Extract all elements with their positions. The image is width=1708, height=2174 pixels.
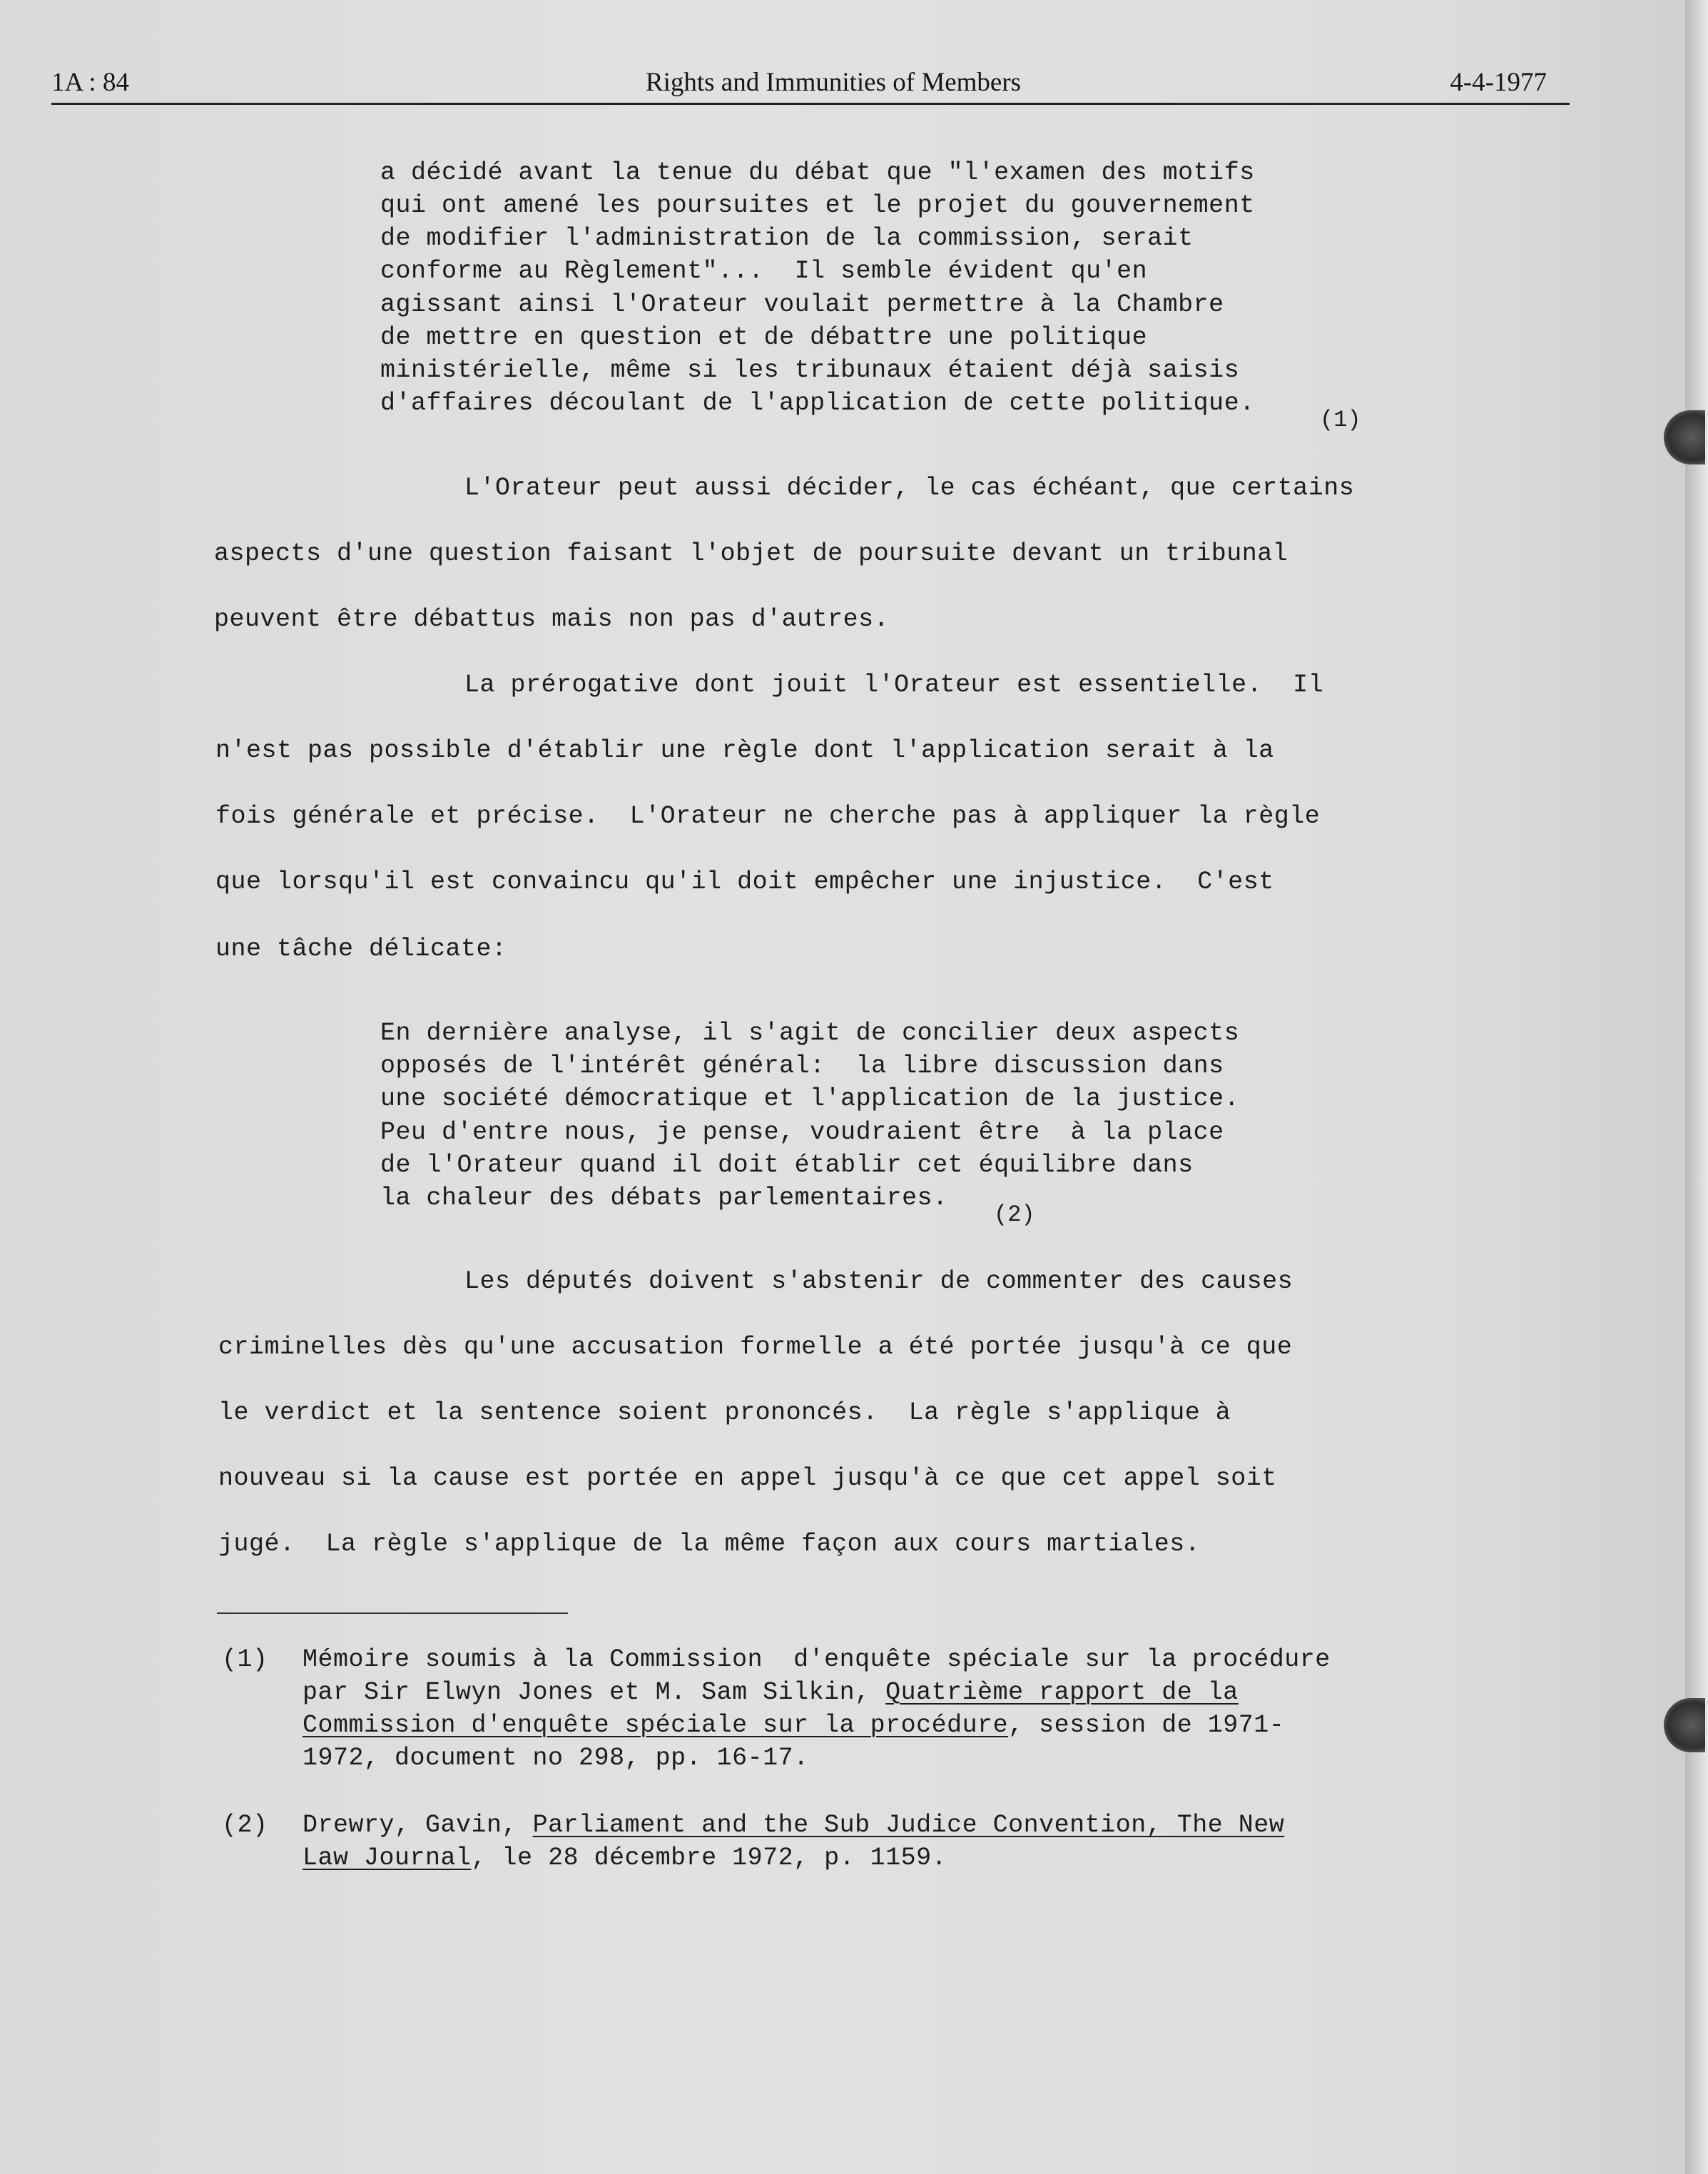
footnote-title: Parliament and the Sub Judice Convention, The New bbox=[532, 1811, 1285, 1839]
quote-line: a décidé avant la tenue du débat que "l'examen des motifs bbox=[380, 158, 1255, 187]
quote-line: opposés de l'intérêt général: la libre discussion dans bbox=[380, 1052, 1224, 1080]
paragraph-line: nouveau si la cause est portée en appel jusqu'à ce que cet appel soit bbox=[218, 1464, 1277, 1493]
paragraph-line: L'Orateur peut aussi décider, le cas échéant, que certains bbox=[464, 474, 1355, 502]
quote-line: conforme au Règlement"... Il semble évident qu'en bbox=[380, 257, 1148, 285]
footnote-ref-2: (2) bbox=[994, 1202, 1035, 1228]
paragraph-line: fois générale et précise. L'Orateur ne cherche pas à appliquer la règle bbox=[215, 802, 1321, 831]
footnote-line: Mémoire soumis à la Commission d'enquête spéciale sur la procédure bbox=[303, 1645, 1331, 1674]
footnote-number: (2) bbox=[222, 1811, 268, 1839]
paragraph-line: aspects d'une question faisant l'objet de poursuite devant un tribunal bbox=[214, 539, 1288, 568]
quote-line: ministérielle, même si les tribunaux étaient déjà saisis bbox=[380, 356, 1240, 385]
quote-line: de modifier l'administration de la commission, serait bbox=[380, 224, 1194, 253]
quote-line: de mettre en question et de débattre une politique bbox=[380, 323, 1148, 352]
paragraph-line: jugé. La règle s'applique de la même façon aux cours martiales. bbox=[218, 1530, 1201, 1558]
quote-line: une société démocratique et l'application de la justice. bbox=[380, 1085, 1240, 1113]
paragraph-line: peuvent être débattus mais non pas d'autres. bbox=[214, 605, 890, 634]
footnote-title: Quatrième rapport de la bbox=[885, 1678, 1239, 1707]
page-date: 4-4-1977 bbox=[1450, 68, 1547, 97]
footnote-line bbox=[303, 1678, 1239, 1707]
footnote-number: (1) bbox=[222, 1645, 268, 1674]
quote-line: de l'Orateur quand il doit établir cet équilibre dans bbox=[380, 1151, 1194, 1179]
quote-line: qui ont amené les poursuites et le projet du gouvernement bbox=[380, 191, 1255, 220]
paragraph-line: que lorsqu'il est convaincu qu'il doit empêcher une injustice. C'est bbox=[215, 868, 1274, 896]
footnote-separator bbox=[217, 1612, 568, 1614]
quote-line: agissant ainsi l'Orateur voulait permettre à la Chambre bbox=[380, 290, 1224, 319]
footnote-line bbox=[303, 1811, 1284, 1839]
paragraph-line: criminelles dès qu'une accusation formelle a été portée jusqu'à ce que bbox=[218, 1333, 1293, 1361]
footnote-line: 1972, document no 298, pp. 16-17. bbox=[303, 1744, 809, 1772]
footnote-title: Law Journal bbox=[303, 1844, 472, 1872]
footnote-text: par Sir Elwyn Jones et M. Sam Silkin, bbox=[303, 1678, 886, 1707]
running-title: Rights and Immunities of Members bbox=[645, 68, 1022, 97]
page-edge bbox=[1685, 0, 1708, 2174]
footnote-line bbox=[303, 1844, 947, 1872]
quote-line: d'affaires découlant de l'application de cette politique. bbox=[380, 389, 1255, 417]
footnote-text: Drewry, Gavin, bbox=[303, 1811, 533, 1839]
footnote-text: , le 28 décembre 1972, p. 1159. bbox=[471, 1844, 947, 1872]
quote-line: la chaleur des débats parlementaires. bbox=[380, 1184, 948, 1212]
paragraph-line: le verdict et la sentence soient prononcés. La règle s'applique à bbox=[218, 1398, 1231, 1427]
quote-line: En dernière analyse, il s'agit de concilier deux aspects bbox=[380, 1019, 1240, 1047]
footnote-text: , session de 1971- bbox=[1008, 1711, 1285, 1739]
footnote-title: Commission d'enquête spéciale sur la procédure bbox=[303, 1711, 1009, 1739]
footnote-ref-1: (1) bbox=[1320, 407, 1361, 433]
quote-line: Peu d'entre nous, je pense, voudraient être à la place bbox=[380, 1118, 1224, 1147]
paragraph-line: une tâche délicate: bbox=[215, 935, 507, 963]
paragraph-line: La prérogative dont jouit l'Orateur est essentielle. Il bbox=[464, 671, 1324, 699]
page-number: 1A : 84 bbox=[51, 68, 129, 97]
footnote-line bbox=[303, 1711, 1284, 1739]
paragraph-line: Les députés doivent s'abstenir de commenter des causes bbox=[464, 1267, 1293, 1296]
paragraph-line: n'est pas possible d'établir une règle dont l'application serait à la bbox=[215, 736, 1274, 765]
header-rule bbox=[51, 103, 1570, 105]
